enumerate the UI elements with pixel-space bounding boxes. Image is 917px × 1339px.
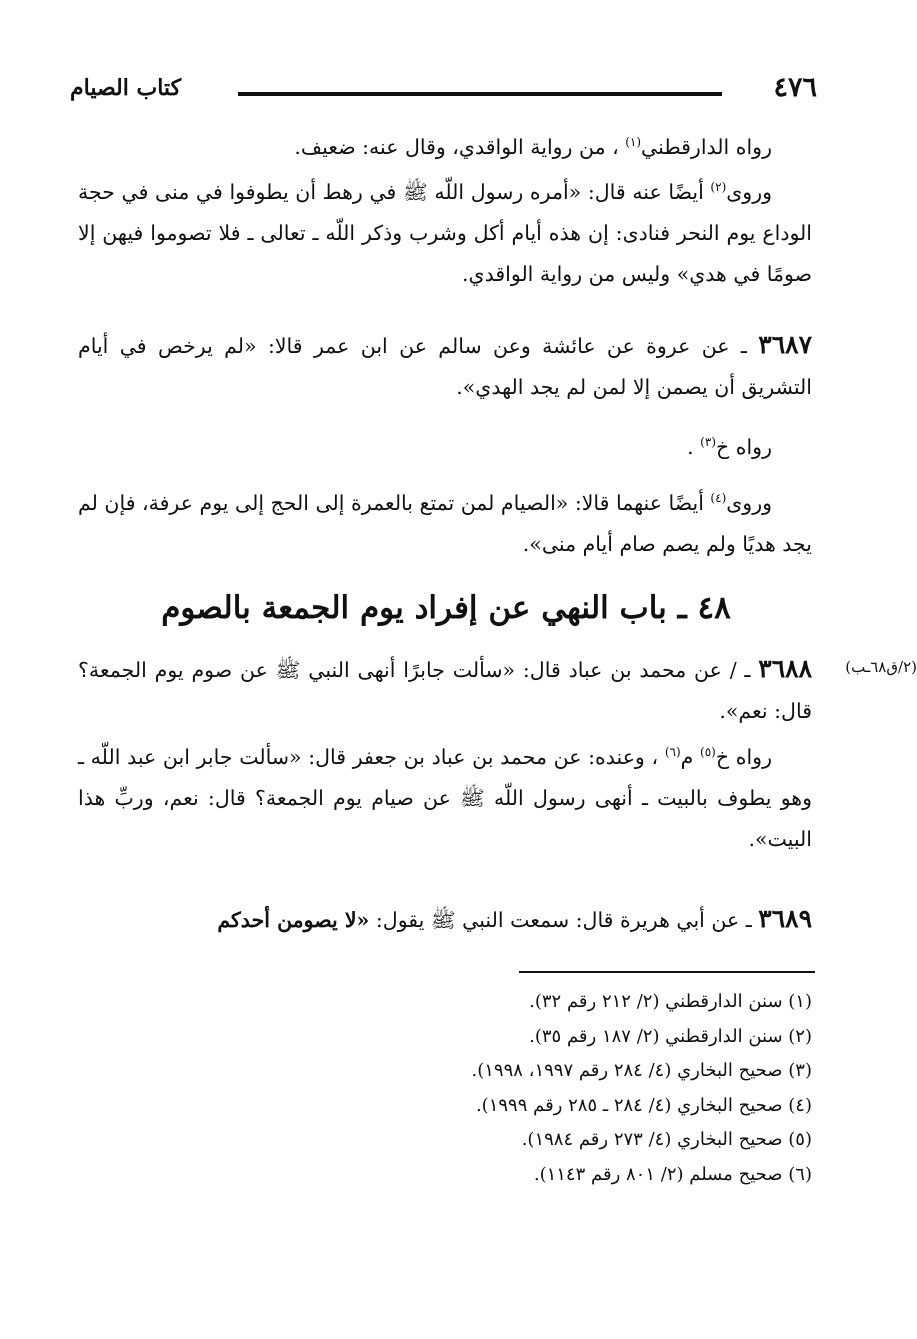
paragraph-text: أيضًا عنه قال: «أمره رسول اللّه ﷺ في رهط أن يطوفوا في منى في حجة الوداع يوم النحر فنادى: إن هذه أيام أكل وشرب وذكر اللّه ـ تعالى ـ فلا تصوموا فيهن إلا صومًا في هدي» وليس من رواية الواقدي. — [78, 179, 812, 286]
footnote-ref: (٣) — [700, 435, 716, 449]
manuscript-margin-note: (٢/ق٦٨ـب) — [845, 658, 917, 676]
chapter-heading: ٤٨ ـ باب النهي عن إفراد يوم الجمعة بالصوم — [161, 590, 731, 626]
footnote-5: (٥) صحيح البخاري (٤/ ٢٧٣ رقم ١٩٨٤). — [521, 1129, 812, 1150]
paragraph-text: ، من رواية الواقدي، وقال عنه: ضعيف. — [294, 134, 626, 159]
hadith-number: ٣٦٨٧ — [758, 330, 812, 359]
footnotes — [78, 985, 812, 1192]
footnote-ref: (٤) — [710, 491, 727, 505]
footnote-6: (٦) صحيح مسلم (٢/ ٨٠١ رقم ١١٤٣). — [533, 1163, 812, 1185]
paragraph-text: . — [687, 434, 701, 459]
footnote-ref: (٢) — [710, 180, 727, 194]
footnote-2: (٢) سنن الدارقطني (٢/ ١٨٧ رقم ٣٥). — [529, 1025, 812, 1047]
paragraph-lead: رواه خ — [715, 744, 772, 769]
paragraph-muslim-narration — [78, 732, 812, 860]
hadith-3688 — [78, 648, 812, 732]
footnote-ref: (٥) — [700, 745, 716, 759]
paragraph-text: رواه الدارقطني — [641, 134, 772, 159]
footnote-ref: (١) — [625, 135, 642, 149]
paragraph-tawaf-mina — [78, 167, 812, 295]
paragraph-text: رواه خ — [716, 434, 772, 459]
footnote-separator — [519, 971, 815, 973]
hadith-text: ـ عن عروة عن عائشة وعن سالم عن ابن عمر قالا: «لم يرخص في أيام التشريق أن يصمن إلا لمن لم يجد الهدي». — [78, 334, 812, 399]
paragraph-text: ، وعنده: عن محمد بن عباد بن جعفر قال: «سألت جابر ابن عبد اللّه ـ وهو يطوف بالبيت ـ أنهى رسول اللّه ﷺ عن صيام يوم الجمعة؟ قال: نعم، وربِّ هذا البيت». — [78, 744, 812, 851]
page-header — [70, 70, 817, 110]
hadith-text: ـ عن أبي هريرة قال: سمعت النبي ﷺ يقول: — [369, 908, 759, 932]
paragraph-text: م — [680, 744, 701, 769]
hadith-number: ٣٦٨٩ — [758, 904, 812, 933]
hadith-text: ـ / عن محمد بن عباد قال: «سألت جابرًا أنهى النبي ﷺ عن صوم يوم الجمعة؟ قال: نعم». — [78, 658, 812, 723]
paragraph-daraqutni-note — [78, 122, 812, 168]
paragraph-tamattu — [78, 478, 812, 565]
footnote-4: (٤) صحيح البخاري (٤/ ٢٨٤ ـ ٢٨٥ رقم ١٩٩٩). — [475, 1094, 812, 1116]
paragraph-lead: وروى — [726, 490, 772, 515]
footnote-1: (١) سنن الدارقطني (٢/ ٢١٢ رقم ٣٢). — [529, 991, 812, 1012]
footnote-3: (٣) صحيح البخاري (٤/ ٢٨٤ رقم ١٩٩٧، ١٩٩٨). — [471, 1060, 812, 1081]
hadith-3689 — [78, 898, 812, 941]
paragraph-lead: وروى — [726, 179, 772, 204]
hadith-quote: «لا يصومن أحدكم — [217, 908, 370, 932]
paragraph-narration-bukhari — [78, 422, 812, 468]
page-number: ٤٧٦ — [773, 72, 817, 103]
hadith-number: ٣٦٨٨ — [758, 654, 812, 683]
footnote-ref: (٦) — [664, 745, 681, 759]
header-rule — [238, 92, 722, 96]
hadith-3687 — [78, 324, 812, 408]
book-title: كتاب الصيام — [70, 75, 182, 101]
paragraph-text: أيضًا عنهما قالا: «الصيام لمن تمتع بالعمرة إلى الحج إلى يوم عرفة، فإن لم يجد هديًا ولم يصم صام أيام منى». — [78, 490, 812, 556]
